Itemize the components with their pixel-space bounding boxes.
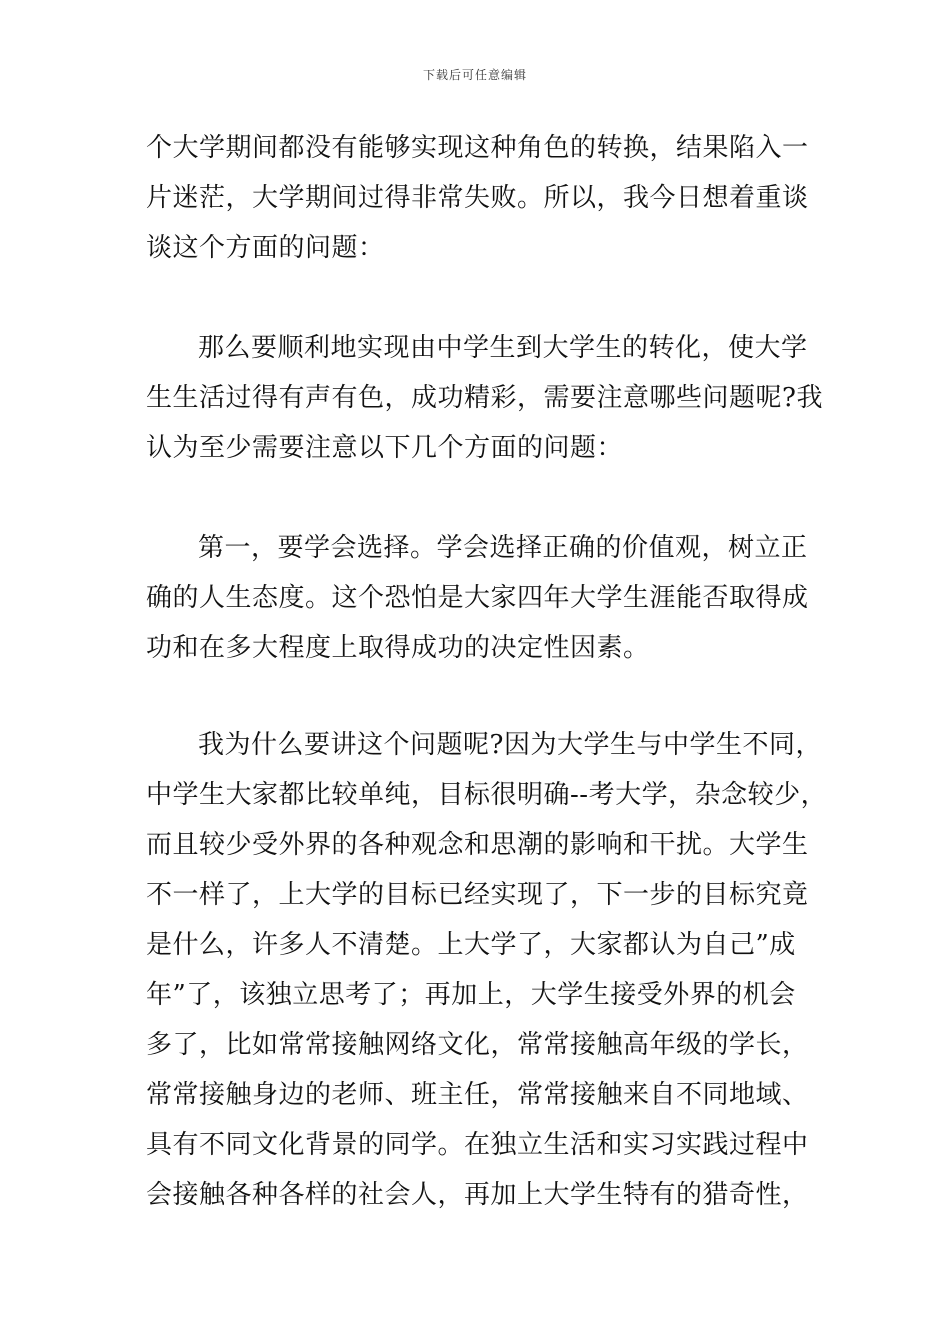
text-line: 多了，比如常常接触网络文化，常常接触高年级的学长， — [146, 1030, 809, 1060]
text-line: 不一样了，上大学的目标已经实现了，下一步的目标究竟 — [146, 880, 809, 910]
paragraph-2 — [146, 323, 823, 473]
paragraph-1 — [146, 123, 816, 273]
text-line: 生生活过得有声有色，成功精彩，需要注意哪些问题呢?我 — [146, 383, 823, 413]
text-line: 功和在多大程度上取得成功的决定性因素。 — [146, 633, 650, 663]
page-header-note: 下载后可任意编辑 — [422, 68, 527, 82]
text-line: 那么要顺利地实现由中学生到大学生的转化，使大学 — [198, 333, 808, 363]
paragraph-3 — [146, 523, 816, 673]
text-line: 确的人生态度。这个恐怕是大家四年大学生涯能否取得成 — [146, 583, 809, 613]
text-line: 是什么，许多人不清楚。上大学了，大家都认为自己”成 — [146, 930, 796, 960]
text-line: 具有不同文化背景的同学。在独立生活和实习实践过程中 — [146, 1130, 809, 1160]
text-line: 第一，要学会选择。学会选择正确的价值观，树立正 — [198, 533, 808, 563]
text-line: 常常接触身边的老师、班主任，常常接触来自不同地域、 — [146, 1080, 809, 1110]
text-line: 个大学期间都没有能够实现这种角色的转换，结果陷入一 — [146, 133, 809, 163]
paragraph-4 — [146, 720, 828, 1220]
text-line: 中学生大家都比较单纯，目标很明确--考大学，杂念较少， — [146, 780, 828, 810]
text-line: 会接触各种各样的社会人，再加上大学生特有的猎奇性， — [146, 1180, 809, 1210]
text-line: 认为至少需要注意以下几个方面的问题： — [146, 433, 624, 463]
text-line: 谈这个方面的问题： — [146, 233, 385, 263]
text-line: 而且较少受外界的各种观念和思潮的影响和干扰。大学生 — [146, 830, 809, 860]
text-line: 我为什么要讲这个问题呢?因为大学生与中学生不同， — [198, 730, 822, 760]
text-line: 片迷茫，大学期间过得非常失败。所以，我今日想着重谈 — [146, 183, 809, 213]
text-line: 年”了，该独立思考了；再加上，大学生接受外界的机会 — [146, 980, 796, 1010]
